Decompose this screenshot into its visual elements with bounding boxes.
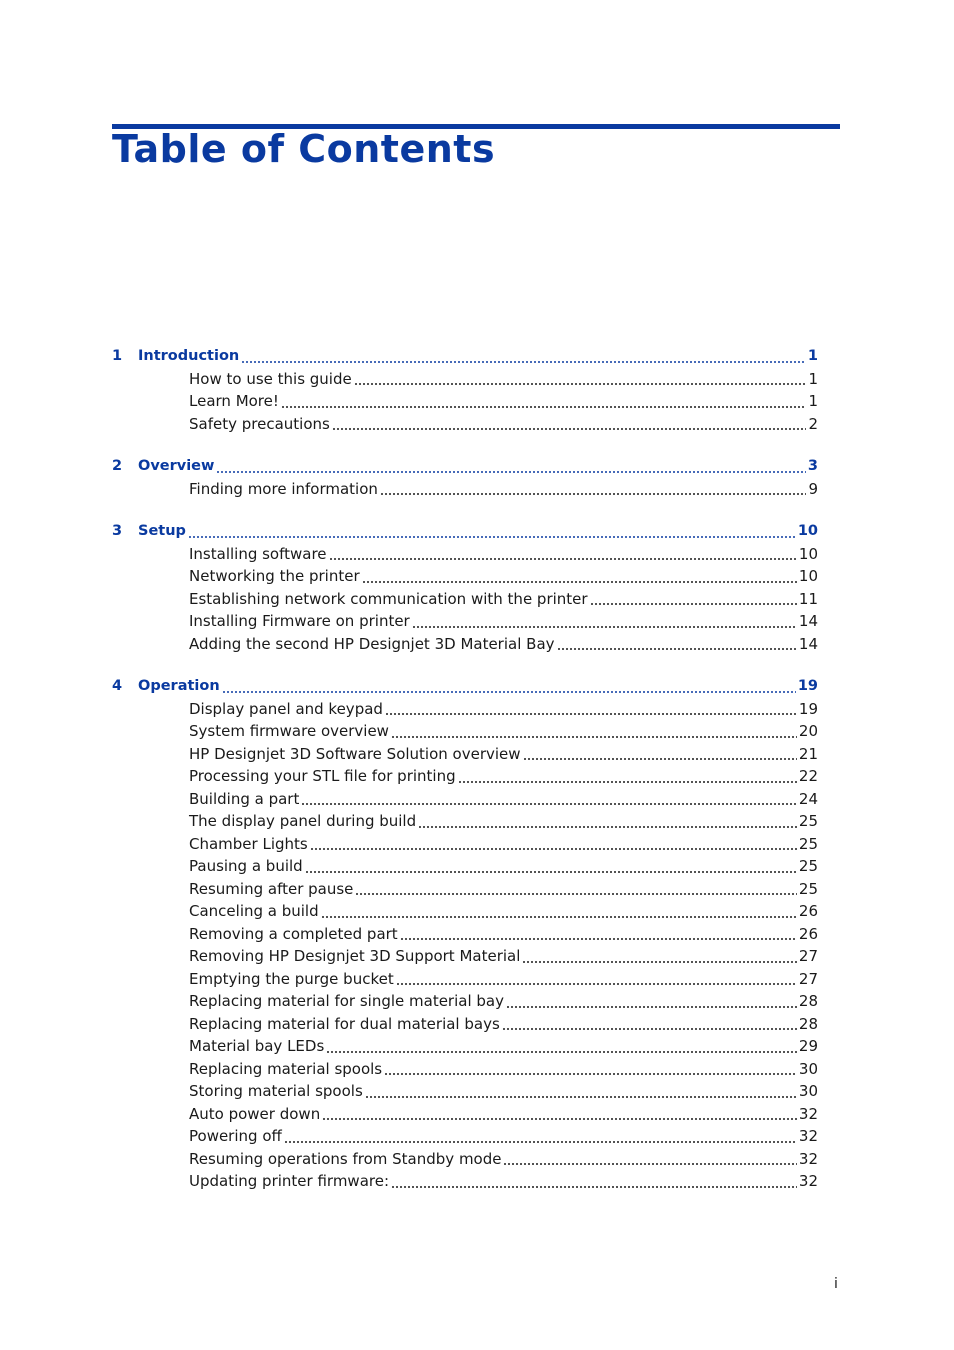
dot-leader bbox=[362, 581, 797, 583]
chapter-page-number: 3 bbox=[807, 458, 818, 474]
section-page-number: 28 bbox=[798, 992, 818, 1010]
section-title: Learn More! bbox=[189, 392, 279, 410]
dot-leader bbox=[400, 938, 797, 940]
section-page-number: 32 bbox=[798, 1172, 818, 1190]
toc-section-entry[interactable] bbox=[112, 588, 818, 611]
toc-section-entry[interactable] bbox=[112, 633, 818, 656]
section-title: The display panel during build bbox=[189, 812, 417, 830]
toc-section-entry[interactable] bbox=[112, 810, 818, 833]
section-page-number: 25 bbox=[798, 879, 818, 898]
dot-leader bbox=[380, 493, 807, 495]
section-title: Emptying the purge bucket bbox=[189, 969, 394, 988]
section-page-number: 27 bbox=[798, 969, 818, 988]
section-title: Networking the printer bbox=[189, 567, 360, 585]
section-page-number: 24 bbox=[798, 789, 818, 808]
dot-leader bbox=[354, 383, 807, 385]
toc-section-entry[interactable] bbox=[112, 788, 818, 811]
dot-leader bbox=[332, 428, 807, 430]
toc-section-entry[interactable] bbox=[112, 1013, 818, 1036]
chapter-number: 4 bbox=[112, 678, 123, 694]
toc-section-entry[interactable] bbox=[112, 1170, 818, 1193]
toc-section-entry[interactable] bbox=[112, 923, 818, 946]
section-page-number: 25 bbox=[798, 857, 818, 875]
section-title: Removing HP Designjet 3D Support Material bbox=[189, 947, 521, 965]
toc-section-entry[interactable] bbox=[112, 565, 818, 588]
section-page-number: 21 bbox=[798, 744, 818, 763]
section-page-number: 32 bbox=[798, 1127, 818, 1145]
chapter-number: 1 bbox=[112, 348, 123, 364]
section-title: Safety precautions bbox=[189, 414, 330, 433]
section-title: Canceling a build bbox=[189, 902, 319, 920]
toc-section-entry[interactable] bbox=[112, 900, 818, 923]
section-page-number: 9 bbox=[808, 479, 818, 498]
section-page-number: 14 bbox=[798, 634, 818, 653]
section-page-number: 32 bbox=[798, 1149, 818, 1168]
dot-leader bbox=[391, 1186, 797, 1188]
section-title: Processing your STL file for printing bbox=[189, 767, 456, 785]
dot-leader bbox=[188, 536, 796, 538]
section-title: Replacing material for single material bay bbox=[189, 992, 504, 1010]
dot-leader bbox=[412, 626, 797, 628]
toc-section-entry[interactable] bbox=[112, 1035, 818, 1058]
section-page-number: 14 bbox=[798, 612, 818, 630]
toc-chapter bbox=[112, 455, 818, 500]
dot-leader bbox=[385, 713, 797, 715]
page-number: i bbox=[834, 1276, 838, 1292]
section-title: Establishing network communication with the printer bbox=[189, 589, 588, 608]
chapter-number: 2 bbox=[112, 458, 123, 474]
section-page-number: 30 bbox=[798, 1059, 818, 1078]
dot-leader bbox=[222, 691, 796, 693]
dot-leader bbox=[329, 558, 797, 560]
dot-leader bbox=[590, 603, 797, 605]
dot-leader bbox=[365, 1096, 797, 1098]
dot-leader bbox=[310, 848, 797, 850]
dot-leader bbox=[355, 893, 797, 895]
section-title: Powering off bbox=[189, 1127, 282, 1145]
toc-section-entry[interactable] bbox=[112, 390, 818, 413]
section-title: Adding the second HP Designjet 3D Material Bay bbox=[189, 634, 555, 653]
chapter-page-number: 1 bbox=[807, 348, 818, 364]
section-page-number: 22 bbox=[798, 767, 818, 785]
section-page-number: 30 bbox=[798, 1082, 818, 1100]
section-title: Building a part bbox=[189, 789, 300, 808]
dot-leader bbox=[281, 406, 807, 408]
dot-leader bbox=[523, 758, 797, 760]
section-title: Display panel and keypad bbox=[189, 699, 383, 718]
section-page-number: 29 bbox=[798, 1037, 818, 1055]
section-page-number: 25 bbox=[798, 834, 818, 853]
dot-leader bbox=[506, 1006, 797, 1008]
section-title: Updating printer firmware: bbox=[189, 1172, 390, 1190]
section-title: How to use this guide bbox=[189, 369, 352, 388]
dot-leader bbox=[458, 781, 797, 783]
dot-leader bbox=[503, 1163, 796, 1165]
section-page-number: 27 bbox=[798, 947, 818, 965]
dot-leader bbox=[418, 826, 797, 828]
toc-section-entry[interactable] bbox=[112, 543, 818, 566]
toc-section-entry[interactable] bbox=[112, 610, 818, 633]
section-title: Replacing material for dual material bays bbox=[189, 1014, 500, 1033]
toc-chapter-entry[interactable] bbox=[112, 675, 818, 698]
toc-section-entry[interactable] bbox=[112, 878, 818, 901]
toc-section-entry[interactable] bbox=[112, 413, 818, 436]
section-title: Resuming operations from Standby mode bbox=[189, 1149, 502, 1168]
toc-section-entry[interactable] bbox=[112, 1125, 818, 1148]
toc-section-entry[interactable] bbox=[112, 1148, 818, 1171]
section-page-number: 10 bbox=[798, 544, 818, 563]
chapter-title: Operation bbox=[138, 678, 220, 694]
toc-section-entry[interactable] bbox=[112, 1103, 818, 1126]
toc-section-entry[interactable] bbox=[112, 968, 818, 991]
chapter-title: Overview bbox=[138, 458, 215, 474]
toc-section-entry[interactable] bbox=[112, 478, 818, 501]
section-title: Material bay LEDs bbox=[189, 1037, 325, 1055]
toc-section-entry[interactable] bbox=[112, 765, 818, 788]
section-page-number: 26 bbox=[798, 924, 818, 943]
section-title: Installing software bbox=[189, 544, 327, 563]
toc-section-entry[interactable] bbox=[112, 945, 818, 968]
dot-leader bbox=[284, 1141, 797, 1143]
chapter-number: 3 bbox=[112, 523, 123, 539]
dot-leader bbox=[322, 1118, 797, 1120]
section-page-number: 1 bbox=[808, 392, 818, 410]
section-title: HP Designjet 3D Software Solution overview bbox=[189, 744, 521, 763]
section-page-number: 19 bbox=[798, 699, 818, 718]
section-title: Replacing material spools bbox=[189, 1059, 383, 1078]
toc-chapter-entry[interactable] bbox=[112, 520, 818, 543]
section-title: Resuming after pause bbox=[189, 879, 354, 898]
section-page-number: 20 bbox=[798, 722, 818, 740]
dot-leader bbox=[384, 1073, 797, 1075]
section-title: Installing Firmware on printer bbox=[189, 612, 410, 630]
dot-leader bbox=[522, 961, 797, 963]
toc-chapter-entry[interactable] bbox=[112, 455, 818, 478]
toc-section-entry[interactable] bbox=[112, 990, 818, 1013]
toc-section-entry[interactable] bbox=[112, 698, 818, 721]
dot-leader bbox=[557, 648, 797, 650]
toc-section-entry[interactable] bbox=[112, 743, 818, 766]
toc-section-entry[interactable] bbox=[112, 1080, 818, 1103]
toc-chapter bbox=[112, 345, 818, 435]
chapter-page-number: 10 bbox=[797, 523, 818, 539]
section-title: Pausing a build bbox=[189, 857, 303, 875]
page-title: Table of Contents bbox=[112, 127, 496, 171]
section-page-number: 25 bbox=[798, 812, 818, 830]
dot-leader bbox=[241, 361, 806, 363]
table-of-contents bbox=[112, 345, 818, 1213]
chapter-title: Introduction bbox=[138, 348, 240, 364]
dot-leader bbox=[502, 1028, 797, 1030]
section-page-number: 32 bbox=[798, 1104, 818, 1123]
toc-section-entry[interactable] bbox=[112, 855, 818, 878]
dot-leader bbox=[326, 1051, 797, 1053]
section-page-number: 2 bbox=[808, 414, 818, 433]
toc-section-entry[interactable] bbox=[112, 1058, 818, 1081]
dot-leader bbox=[391, 736, 797, 738]
toc-section-entry[interactable] bbox=[112, 833, 818, 856]
toc-section-entry[interactable] bbox=[112, 720, 818, 743]
section-page-number: 10 bbox=[798, 567, 818, 585]
section-page-number: 11 bbox=[798, 589, 818, 608]
dot-leader bbox=[216, 471, 805, 473]
chapter-page-number: 19 bbox=[797, 678, 818, 694]
section-title: Chamber Lights bbox=[189, 834, 308, 853]
toc-chapter-entry[interactable] bbox=[112, 345, 818, 368]
dot-leader bbox=[301, 803, 797, 805]
section-title: System firmware overview bbox=[189, 722, 389, 740]
section-title: Finding more information bbox=[189, 479, 378, 498]
section-page-number: 28 bbox=[798, 1014, 818, 1033]
toc-chapter bbox=[112, 520, 818, 655]
section-title: Storing material spools bbox=[189, 1082, 363, 1100]
dot-leader bbox=[305, 871, 797, 873]
dot-leader bbox=[321, 916, 797, 918]
section-title: Auto power down bbox=[189, 1104, 321, 1123]
section-page-number: 1 bbox=[808, 369, 818, 388]
section-title: Removing a completed part bbox=[189, 924, 398, 943]
toc-chapter bbox=[112, 675, 818, 1193]
dot-leader bbox=[396, 983, 797, 985]
section-page-number: 26 bbox=[798, 902, 818, 920]
chapter-title: Setup bbox=[138, 523, 186, 539]
toc-section-entry[interactable] bbox=[112, 368, 818, 391]
